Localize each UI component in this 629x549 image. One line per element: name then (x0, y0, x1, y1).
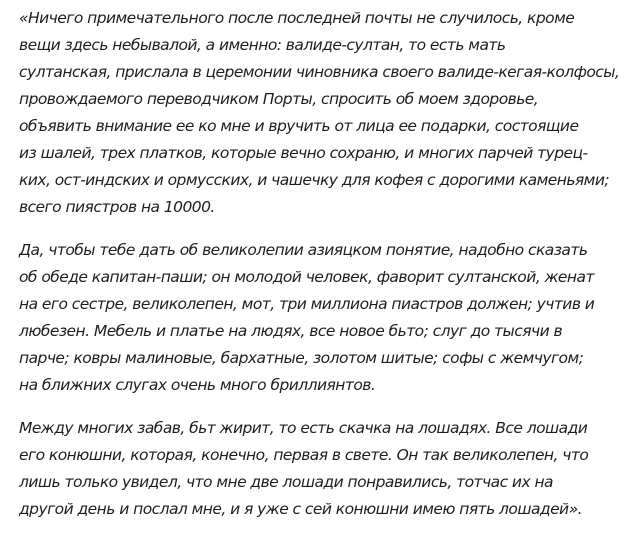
text-line: на ближних слугах очень много бриллиянтов. (19, 376, 376, 394)
text-line: лишь только увидел, что мне две лошади понравились, тотчас их на (19, 473, 553, 491)
text-line: вещи здесь небывалой, а именно: валиде-султан, то есть мать (19, 36, 506, 54)
paragraph-horses (19, 415, 623, 523)
text-line: другой день и послал мне, и я уже с сей конюшни имею пять лошадей». (19, 500, 582, 518)
text-line: об обеде капитан-паши; он молодой человек, фаворит султанской, женат (19, 268, 594, 286)
text-line: из шалей, трех платков, которые вечно сохраню, и многих парчей турец- (19, 144, 588, 162)
text-line: парче; ковры малиновые, бархатные, золотом шитые; софы с жемчугом; (19, 349, 584, 367)
text-line: любезен. Мебель и платье на людях, все новое бьто; слуг до тысячи в (19, 322, 563, 340)
text-line: «Ничего примечательного после последней почты не случилось, кроме (19, 9, 575, 27)
text-line: объявить внимание ее ко мне и вручить от лица ее подарки, состоящие (19, 117, 579, 135)
text-line: Да, чтобы тебе дать об великолепии азияцком понятие, надобно сказать (19, 241, 588, 259)
paragraph-gifts (19, 5, 623, 221)
text-line: всего пиястров на 10000. (19, 198, 215, 216)
paragraph-dinner (19, 237, 623, 399)
text-line: султанская, прислала в церемонии чиновника своего валиде-кегая-колфосы, (19, 63, 620, 81)
text-line: его конюшни, которая, конечно, первая в свете. Он так великолепен, что (19, 446, 589, 464)
text-line: ких, ост-индских и ормусских, и чашечку для кофея с дорогими каменьями; (19, 171, 610, 189)
text-line: провождаемого переводчиком Порты, спросить об моем здоровье, (19, 90, 539, 108)
text-line: на его сестре, великолепен, мот, три миллиона пиастров должен; учтив и (19, 295, 595, 313)
text-line: Между многих забав, бьт жирит, то есть скачка на лошадях. Все лошади (19, 419, 588, 437)
